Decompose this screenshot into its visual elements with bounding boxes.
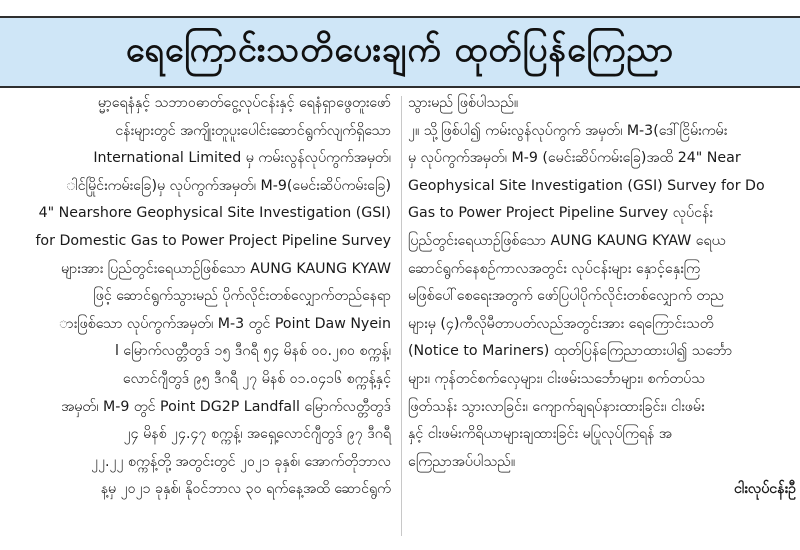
text-line: ါင်မြိုင်းကမ်းခြေ)မှ လုပ်ကွက်အမှတ်၊ M-9(မေင်းဆိပ်ကမ်းခြေ) [66, 177, 391, 194]
text-line: Geophysical Site Investigation (GSI) Survey for Do [408, 177, 765, 194]
right-text-column [408, 90, 800, 546]
text-line: မဖြစ်ပေါ်စေရေးအတွက် ဖော်ပြပါပိုက်လိုင်းတစ်လျှောက် တည [408, 288, 724, 305]
text-line: နှင့် ငါးဖမ်းကိရိယာများချထားခြင်း မပြုလုပ်ကြရန် အ [408, 426, 672, 443]
text-line: ားဖြစ်သော လုပ်ကွက်အမှတ်၊ M-3 တွင် Point Daw Nyein [58, 315, 391, 332]
text-line: မှ လုပ်ကွက်အမှတ်၊ M-9 (မေင်းဆိပ်ကမ်းခြေ)အထိ 24" Near [408, 150, 741, 167]
text-line: for Domestic Gas to Power Project Pipeline Survey [35, 232, 391, 249]
text-line: 4" Nearshore Geophysical Site Investigation (GSI) [38, 205, 391, 222]
text-line: ပြည်တွင်းရေယာဉ်ဖြစ်သော AUNG KAUNG KYAW ရေယ [408, 232, 726, 249]
text-line: ဖြင့် ဆောင်ရွက်သွားမည် ပိုက်လိုင်းတစ်လျှောက်တည်နေရာ [93, 288, 391, 305]
text-line: l မြောက်လတ္တီတွဒ် ၁၅ ဒီဂရီ ၅၄ မိနစ် ၀၀.၂၈၀ စက္ကန့်၊ [114, 343, 391, 360]
text-line: များ၊ ကုန်တင်စက်လှေများ၊ ငါးဖမ်းသင်္ဘောများ၊ စက်တပ်သ [408, 370, 705, 387]
title-banner [0, 16, 800, 88]
text-line: များမှ (၄)ကီလိုမီတာပတ်လည်အတွင်းအား ရေကြောင်းသတိ [408, 315, 714, 332]
text-line: ကြေညာအပ်ပါသည်။ [408, 453, 516, 470]
text-line: Gas to Power Project Pipeline Survey လုပ်ငန်း [408, 205, 713, 222]
text-line: န့မှ ၂၀၂၁ ခုနှစ်၊ နိုဝင်ဘာလ ၃၀ ရက်နေ့အထိ ဆောင်ရွက် [100, 481, 391, 498]
notice-title: ရေကြောင်းသတိပေးချက် ထုတ်ပြန်ကြေညာ [125, 29, 675, 70]
text-line: များအား ပြည်တွင်းရေယာဉ်ဖြစ်သော AUNG KAUNG KYAW [60, 260, 391, 277]
column-divider [401, 96, 402, 536]
text-line: ဖြတ်သန်း သွားလာခြင်း၊ ကျောက်ချရပ်နားထားခြင်း၊ ငါးဖမ်း [408, 398, 705, 415]
text-line: (Notice to Mariners) ထုတ်ပြန်ကြေညာထားပါ၍ သင်္ဘော [408, 343, 733, 360]
signature-line: ငါးလုပ်ငန်းဦ [733, 481, 796, 498]
text-line: ၂။ သို့ဖြစ်ပါ၍ ကမ်းလွန်လုပ်ကွက် အမှတ်၊ M-3(ဒေါ်ငြိမ်းကမ်း [408, 122, 728, 139]
text-line: ၂၄ မိနစ် ၂၄.၄၇ စက္ကန့်၊ အရှေ့လောင်ဂျီတွဒ် ၉၇ ဒီဂရီ [123, 426, 391, 443]
text-line: ငန်းများတွင် အကျိုးတူပူးပေါင်းဆောင်ရွက်လျက်ရှိသော [115, 122, 391, 139]
text-line: သွားမည် ဖြစ်ပါသည်။ [408, 95, 519, 111]
text-line: မ္မာ့ရေနံနှင့် သဘာဝဓာတ်ငွေ့လုပ်ငန်းနှင့် ရေနံရှာဖွေတူးဖော် [97, 95, 391, 111]
text-line: ဆောင်ရွက်နေစဉ်ကာလအတွင်း လုပ်ငန်းများ နှောင့်နှေးကြ [408, 260, 701, 277]
text-line: အမှတ်၊ M-9 တွင် Point DG2P Landfall မြောက်လတ္တီတွဒ် [61, 398, 391, 415]
left-text-column [0, 90, 395, 546]
text-line: ၂၂.၂၂ စက္ကန့်တို့ အတွင်းတွင် ၂၀၂၁ ခုနှစ်၊ အောက်တိုဘာလ [91, 453, 391, 470]
text-line: International Limited မှ ကမ်းလွန်လုပ်ကွက်အမှတ်၊ [93, 150, 391, 167]
text-line: လောင်ဂျီတွဒ် ၉၅ ဒီဂရီ ၂၇ မိနစ် ၀၁.၀၄၁၆ စက္ကန့်နှင့် [122, 370, 391, 387]
